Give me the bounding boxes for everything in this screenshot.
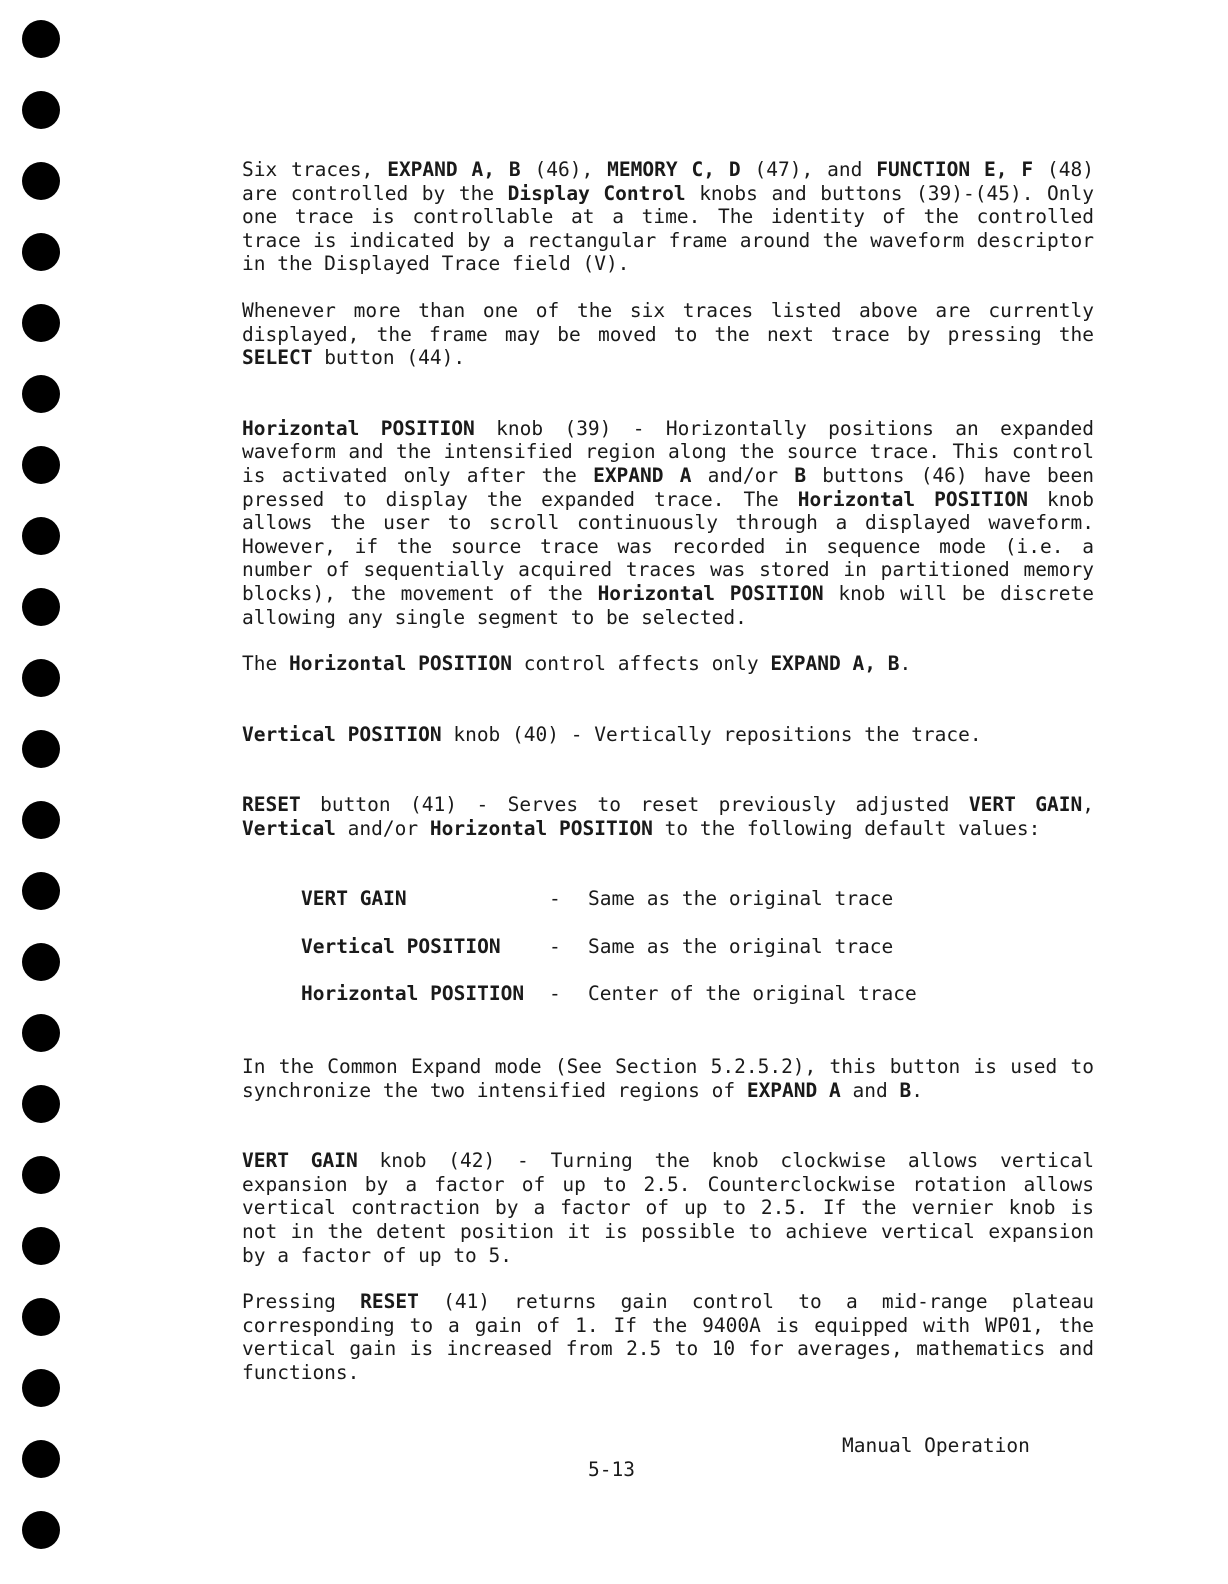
binder-hole xyxy=(22,1440,60,1478)
default-name: Vertical POSITION xyxy=(301,934,501,958)
binder-hole xyxy=(22,730,60,768)
default-value: Same as the original trace xyxy=(588,887,894,911)
text-run: . xyxy=(911,1078,923,1102)
bold-term: Vertical POSITION xyxy=(242,722,442,746)
paragraph-vert-gain xyxy=(242,1149,1094,1267)
text-run: Six traces, xyxy=(242,158,388,181)
default-row xyxy=(301,935,1094,983)
bold-term: VERT GAIN xyxy=(242,1149,358,1173)
paragraph-common-expand xyxy=(242,1055,1094,1102)
binder-hole xyxy=(22,20,60,58)
bold-term: MEMORY C, D xyxy=(607,158,741,181)
binder-hole xyxy=(22,1369,60,1407)
binder-hole xyxy=(22,446,60,484)
bold-term: RESET xyxy=(242,793,301,817)
binder-hole xyxy=(22,872,60,910)
text-run: button (41) - Serves to reset previously adjusted xyxy=(300,793,969,817)
default-value: Same as the original trace xyxy=(588,934,894,958)
binder-hole xyxy=(22,304,60,342)
binder-hole xyxy=(22,375,60,413)
default-name: Horizontal POSITION xyxy=(301,982,525,1006)
default-row xyxy=(301,982,1094,1030)
text-run: In the Common Expand mode (See Section 5.2.5.2), this button is used to synchronize the two intensified regions of xyxy=(242,1054,1094,1102)
bold-term: EXPAND A xyxy=(593,463,692,487)
binder-hole xyxy=(22,801,60,839)
bold-term: Vertical xyxy=(242,816,336,840)
text-run: (46), xyxy=(520,158,608,181)
default-dash: - xyxy=(549,934,561,958)
binder-hole xyxy=(22,91,60,129)
default-dash: - xyxy=(549,887,561,911)
text-run: knob (42) - Turning the knob clockwise allows vertical expansion by a factor of up to 2.5. Counterclockwise rotation allows vertical contraction by a factor of up to 2.5. If the vernier knob is not in the detent position it is possible to achieve vertical expansion by a factor of up to 5. xyxy=(242,1149,1094,1267)
default-values-list xyxy=(301,887,1094,1030)
binder-hole xyxy=(22,1156,60,1194)
text-run: Whenever more than one of the six traces listed above are currently displayed, the frame may be moved to the next trace by pressing the xyxy=(242,298,1094,346)
bold-term: EXPAND A xyxy=(746,1078,841,1102)
binder-hole xyxy=(22,1298,60,1336)
text-run: (47), and xyxy=(740,158,877,181)
text-run: knob allows the user to scroll continuously through a displayed waveform. However, if the source trace was recorded in sequence mode (i.e. a number of sequentially acquired traces was stored in partitioned memory blocks), the movement of the xyxy=(242,487,1094,605)
bold-term: FUNCTION E, F xyxy=(876,158,1034,181)
binder-hole xyxy=(22,1085,60,1123)
bold-term: B xyxy=(899,1078,912,1102)
binder-hole xyxy=(22,1511,60,1549)
text-run: to the following default values: xyxy=(652,816,1041,840)
paragraph-vertical-position xyxy=(242,723,1094,747)
default-row xyxy=(301,887,1094,935)
text-run: , xyxy=(1082,793,1094,817)
binder-hole xyxy=(22,233,60,271)
text-run: (41) returns gain control to a mid-range plateau corresponding to a gain of 1. If the 9400A is equipped with WP01, the vertical gain is increased from 2.5 to 10 for averages, mathematics and functions. xyxy=(242,1290,1094,1384)
binder-hole xyxy=(22,1227,60,1265)
bold-term: Horizontal POSITION xyxy=(429,816,653,840)
text-run: knobs and buttons (39)-(45). Only one trace is controllable at a time. The identity of the controlled trace is indicated by a rectangular frame around the waveform descriptor in the Displayed Trace field (V). xyxy=(242,181,1094,276)
text-run: The xyxy=(242,652,289,676)
footer-section-label: Manual Operation xyxy=(842,1434,1030,1457)
bold-term: Horizontal POSITION xyxy=(242,416,475,440)
page-body xyxy=(242,158,1094,1385)
binder-hole xyxy=(22,659,60,697)
default-name: VERT GAIN xyxy=(301,887,407,911)
binder-hole xyxy=(22,517,60,555)
paragraph-horizontal-scope xyxy=(242,652,1094,676)
bold-term: Horizontal POSITION xyxy=(288,652,513,676)
bold-term: Horizontal POSITION xyxy=(597,581,824,605)
text-run: button (44). xyxy=(312,346,466,370)
paragraph-display-control xyxy=(242,158,1094,276)
paragraph-reset-button xyxy=(242,793,1094,840)
bold-term: B xyxy=(794,463,807,487)
bold-term: EXPAND A, B xyxy=(387,158,521,181)
text-run: . xyxy=(899,652,912,676)
binder-hole xyxy=(22,943,60,981)
bold-term: EXPAND A, B xyxy=(770,652,900,676)
text-run: and xyxy=(840,1078,900,1102)
text-run: control affects only xyxy=(512,652,771,676)
text-run: knob (40) - Vertically repositions the trace. xyxy=(441,722,982,746)
text-run: Pressing xyxy=(242,1290,361,1314)
paragraph-select-button xyxy=(242,299,1094,370)
default-dash: - xyxy=(549,982,561,1006)
paragraph-horizontal-position xyxy=(242,417,1094,629)
bold-term: RESET xyxy=(360,1290,419,1314)
binder-hole xyxy=(22,588,60,626)
default-value: Center of the original trace xyxy=(588,982,917,1006)
text-run: knob (39) - Horizontally positions an expanded waveform and the intensified region along the source trace. This control is activated only after the xyxy=(242,416,1095,487)
text-run: knob will be discrete allowing any single segment to be selected. xyxy=(242,581,1095,629)
bold-term: Display Control xyxy=(507,181,686,205)
text-run: and/or xyxy=(335,816,430,840)
text-run: (48) are controlled by the xyxy=(242,158,1095,205)
binder-hole xyxy=(22,162,60,200)
paragraph-reset-gain xyxy=(242,1290,1094,1384)
text-run: and/or xyxy=(691,463,795,487)
binder-holes xyxy=(22,20,62,1580)
binder-hole xyxy=(22,1014,60,1052)
bold-term: VERT GAIN xyxy=(968,793,1083,817)
text-run: buttons (46) have been pressed to display the expanded trace. The xyxy=(242,463,1094,511)
bold-term: Horizontal POSITION xyxy=(797,487,1029,511)
page-number: 5-13 xyxy=(588,1458,635,1481)
bold-term: SELECT xyxy=(242,346,313,370)
